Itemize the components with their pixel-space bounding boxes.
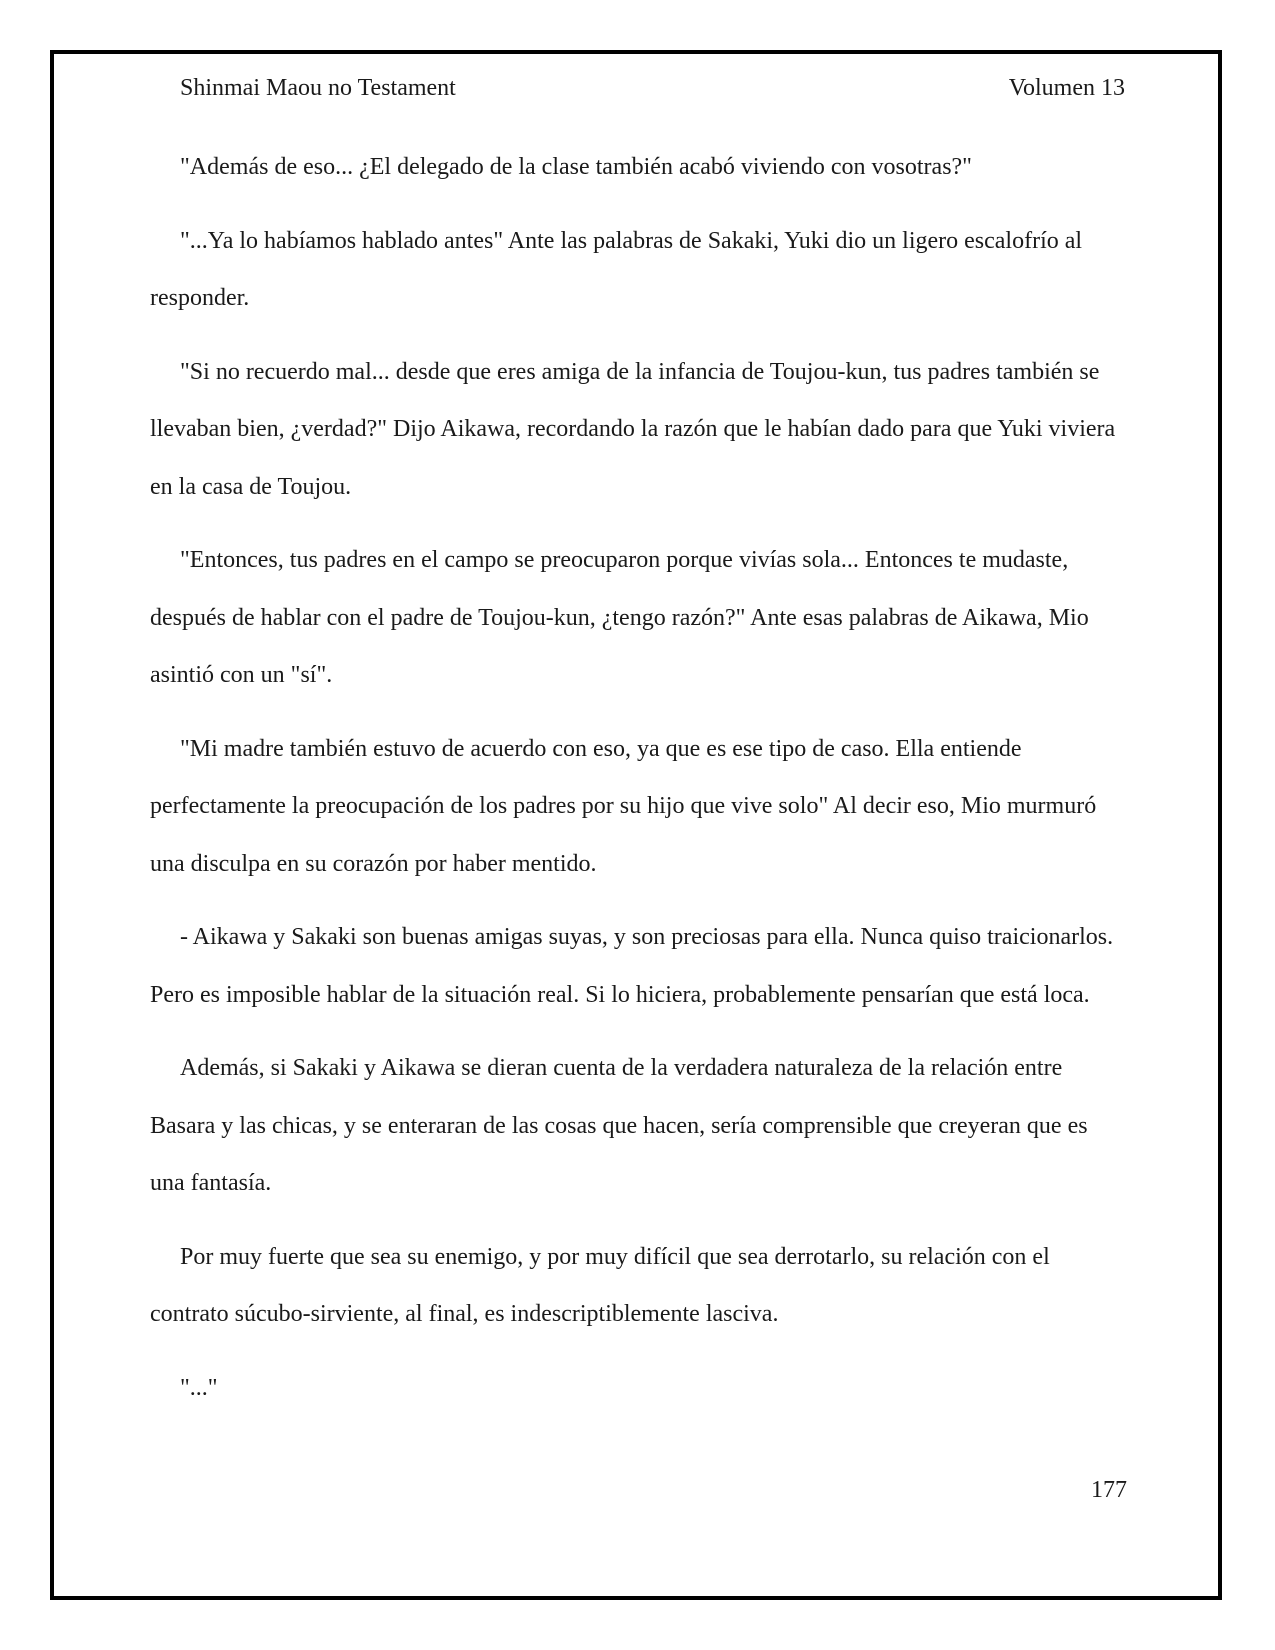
page-body <box>150 139 1128 1433</box>
paragraph: "..." <box>180 1374 218 1401</box>
paragraph: Por muy fuerte que sea su enemigo, y por muy difícil que sea derrotarlo, su relación con el contrato súcubo-sirviente, al final, es indescriptiblemente lasciva. <box>150 1243 1050 1327</box>
paragraph: "...Ya lo habíamos hablado antes" Ante las palabras de Sakaki, Yuki dio un ligero escalofrío al responder. <box>150 227 1083 311</box>
paragraph: "Entonces, tus padres en el campo se preocuparon porque vivías sola... Entonces te mudaste, después de hablar con el padre de Toujou-kun, ¿tengo razón?" Ante esas palabras de Aikawa, Mio asintió con un "sí". <box>150 547 1089 688</box>
paragraph: "Además de eso... ¿El delegado de la clase también acabó viviendo con vosotras?" <box>180 154 972 180</box>
page-header <box>180 70 1125 106</box>
page-number: 177 <box>1091 1477 1127 1503</box>
paragraph: "Mi madre también estuvo de acuerdo con eso, ya que es ese tipo de caso. Ella entiende perfectamente la preocupación de los padres por su hijo que vive solo" Al decir eso, Mio murmuró una disculpa en su corazón por haber mentido. <box>150 735 1097 877</box>
volume-label: Volumen 13 <box>1008 75 1125 101</box>
paragraph: Además, si Sakaki y Aikawa se dieran cuenta de la verdadera naturaleza de la relación entre Basara y las chicas, y se enteraran de las cosas que hacen, sería comprensible que creyeran que es una fantasía. <box>150 1055 1088 1196</box>
paragraph: - Aikawa y Sakaki son buenas amigas suyas, y son preciosas para ella. Nunca quiso traicionarlos. Pero es imposible hablar de la situación real. Si lo hiciera, probablemente pensarían que está loca. <box>150 924 1114 1008</box>
book-title: Shinmai Maou no Testament <box>180 75 456 101</box>
paragraph: "Si no recuerdo mal... desde que eres amiga de la infancia de Toujou-kun, tus padres también se llevaban bien, ¿verdad?" Dijo Aikawa, recordando la razón que le habían dado para que Yuki viviera en la casa de Toujou. <box>150 358 1116 500</box>
